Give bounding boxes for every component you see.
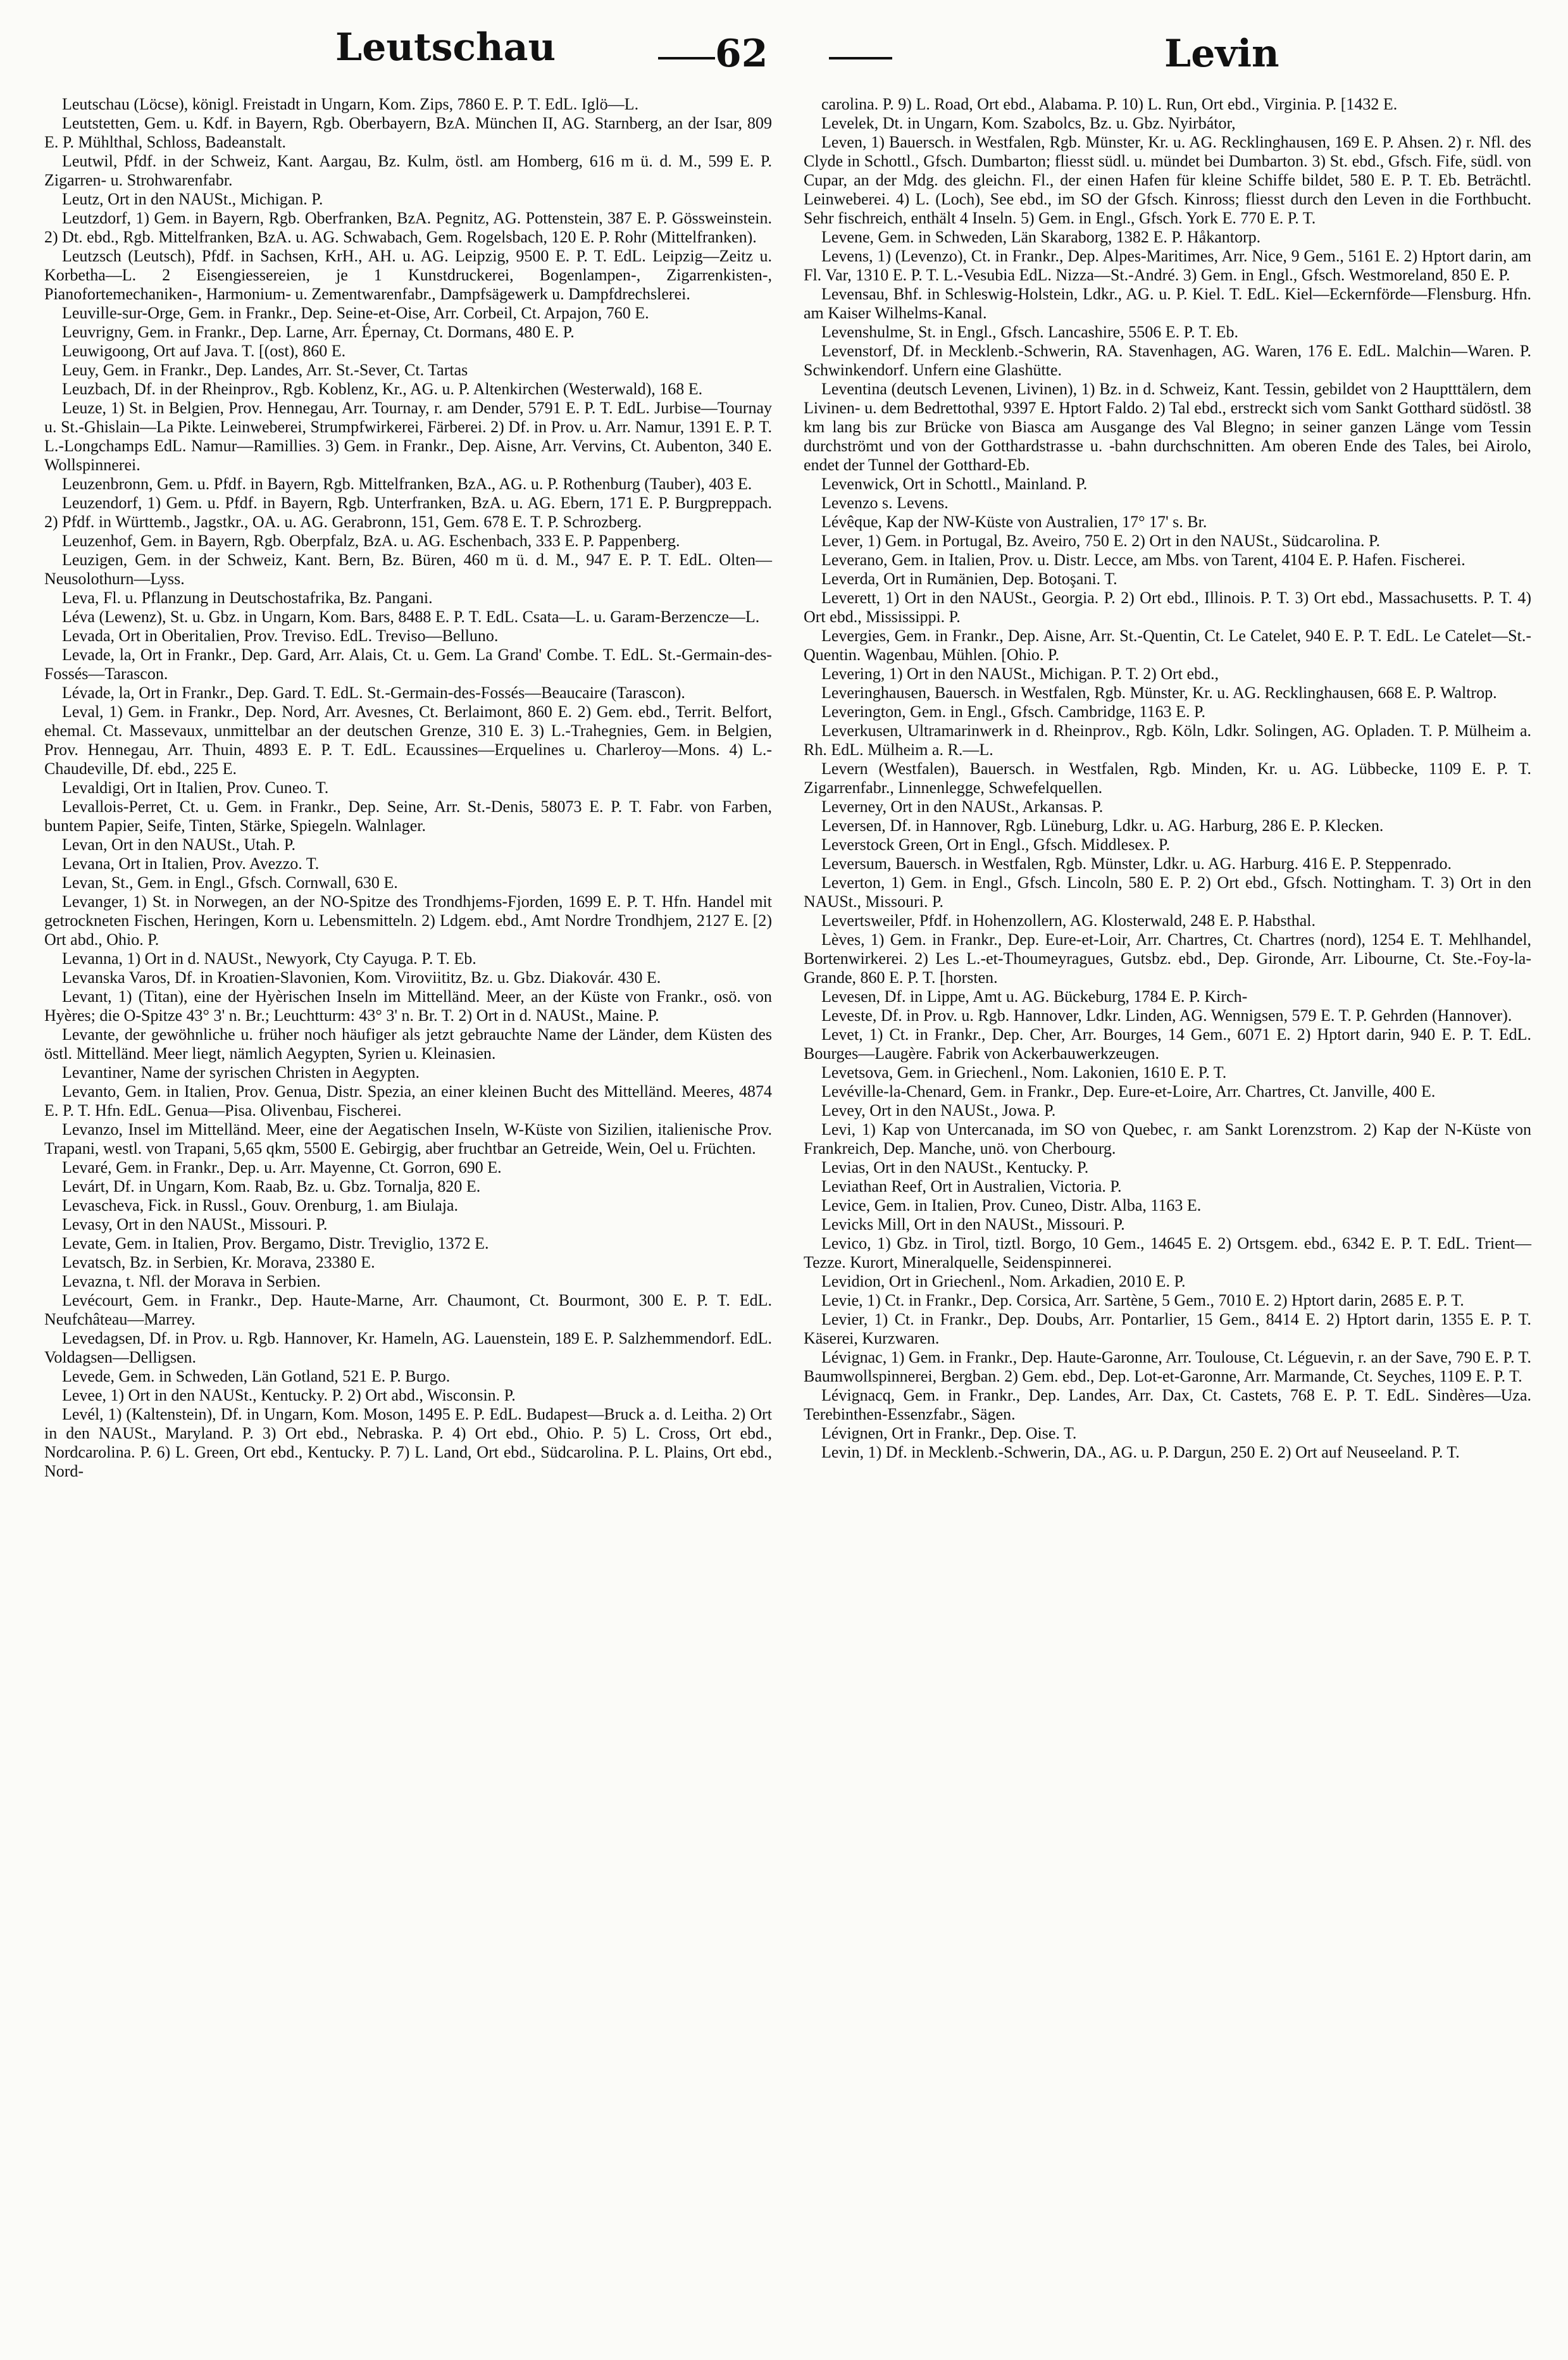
dictionary-entry: Leutz, Ort in den NAUSt., Michigan. P. [62,190,323,208]
dictionary-entry: Levin, 1) Df. in Mecklenb.-Schwerin, DA., AG. u. P. Dargun, 250 E. 2) Ort auf Neuseeland. P. T. [821,1443,1460,1461]
dictionary-entry: Lévade, la, Ort in Frankr., Dep. Gard. T. EdL. St.-Germain-des-Fossés—Beaucaire (Tarascon). [62,684,685,702]
dictionary-entry: Levanzo, Insel im Mittelländ. Meer, eine der Aegatischen Inseln, W-Küste von Sizilien, italienische Prov. Trapani, westl. von Trapani, 5,65 qkm, 5500 E. Gebirgig, aber fruchtbar an Getreide, Wein, Oel u. Früchten. [44,1120,772,1158]
dictionary-entry: Levazna, t. Nfl. der Morava in Serbien. [62,1272,321,1290]
dictionary-entry: Levensau, Bhf. in Schleswig-Holstein, Ldkr., AG. u. P. Kiel. T. EdL. Kiel—Eckernförde—Flensburg. Hfn. am Kaiser Wilhelms-Kanal. [804,285,1531,322]
dictionary-entry: Leversen, Df. in Hannover, Rgb. Lüneburg, Ldkr. u. AG. Harburg, 286 E. P. Klecken. [821,816,1384,835]
dictionary-entry: Levias, Ort in den NAUSt., Kentucky. P. [821,1158,1089,1177]
dictionary-entry: Leverstock Green, Ort in Engl., Gfsch. Middlesex. P. [821,835,1170,854]
dictionary-entry: Levada, Ort in Oberitalien, Prov. Treviso. EdL. Treviso—Belluno. [62,627,499,645]
dictionary-entry: Leventina (deutsch Levenen, Livinen), 1) Bz. in d. Schweiz, Kant. Tessin, gebildet von 2 Hauptttälern, dem Livinen- u. dem Bedrettothal, 9397 E. Hptort Faldo. 2) Tal ebd., erstreckt sich vom Sankt Gotthard südöstl. 38 km lang bis zur Brücke von Biasca am Ausgange des Val Blegno; in seiner ganzen Länge vom Tessin durchströmt und von der Gotthardstrasse u. -bahn durchschnitten. Am oberen Ende des Tales, bei Airolo, endet der Tunnel der Gotthard-Eb. [804,380,1531,474]
dictionary-entry: Leuzenhof, Gem. in Bayern, Rgb. Oberpfalz, BzA. u. AG. Eschenbach, 333 E. P. Pappenberg. [62,532,680,550]
dictionary-entry: Leuvrigny, Gem. in Frankr., Dep. Larne, Arr. Épernay, Ct. Dormans, 480 E. P. [62,323,575,341]
dictionary-entry: Lévignac, 1) Gem. in Frankr., Dep. Haute-Garonne, Arr. Toulouse, Ct. Léguevin, r. an der Save, 790 E. P. T. Baumwollspinnerei, Bergban. 2) Gem. ebd., Dep. Lot-et-Garonne, Arr. Marmande, Ct. Seyches, 1109 E. P. T. [804,1348,1531,1385]
dictionary-entry: Levesen, Df. in Lippe, Amt u. AG. Bückeburg, 1784 E. P. Kirch- [821,987,1248,1006]
dictionary-entry: Leven, 1) Bauersch. in Westfalen, Rgb. Münster, Kr. u. AG. Recklinghausen, 169 E. P. Ahsen. 2) r. Nfl. des Clyde in Schottl., Gfsch. Dumbarton; fliesst südl. u. mündet bei Dumbarton. 3) St. ebd., Gfsch. Fife, südl. von Cupar, an der Mdg. des gleichn. Fl., der einen Hafen für kleine Schiffe bildet, 580 E. P. T. Eb. Beträchtl. Leinweberei. 4) L. (Loch), See ebd., im SO der Gfsch. Kinross; fliesst durch den Leven in die Forthbucht. Sehr fischreich, enthält 4 Inseln. 5) Gem. in Engl., Gfsch. York E. 770 E. P. T. [804,133,1531,227]
dictionary-entry: Leuzigen, Gem. in der Schweiz, Kant. Bern, Bz. Büren, 460 m ü. d. M., 947 E. P. T. EdL. Olten—Neusolothurn—Lyss. [44,551,772,588]
dictionary-entry: Levier, 1) Ct. in Frankr., Dep. Doubs, Arr. Pontarlier, 15 Gem., 8414 E. 2) Hptort darin, 1355 E. P. T. Käserei, Kurzwaren. [804,1310,1531,1347]
dictionary-entry: Leverton, 1) Gem. in Engl., Gfsch. Lincoln, 580 E. P. 2) Ort ebd., Gfsch. Nottingham. T. 3) Ort in den NAUSt., Missouri. P. [804,873,1531,911]
dictionary-entry: Leutstetten, Gem. u. Kdf. in Bayern, Rgb. Oberbayern, BzA. München II, AG. Starnberg, an der Isar, 809 E. P. Mühlthal, Schloss, Badeanstalt. [44,114,772,151]
header-last-entry: Levin [1164,32,1279,76]
dictionary-entry: Leveringhausen, Bauersch. in Westfalen, Rgb. Münster, Kr. u. AG. Recklinghausen, 668 E. P. Waltrop. [821,684,1497,702]
dictionary-entry: Levárt, Df. in Ungarn, Kom. Raab, Bz. u. Gbz. Tornalja, 820 E. [62,1177,481,1196]
dictionary-entry: Leval, 1) Gem. in Frankr., Dep. Nord, Arr. Avesnes, Ct. Berlaimont, 860 E. 2) Gem. ebd., Territ. Belfort, ehemal. Ct. Massevaux, unmittelbar an der deutschen Grenze, 310 E. 3) L.-Trahegnies, Gem. in Belgien, Prov. Hennegau, Arr. Thuin, 4893 E. P. T. EdL. Ecaussines—Erquelines u. Charleroy—Mons. 4) L.-Chaudeville, Df. ebd., 225 E. [44,702,772,778]
dictionary-entry: Levern (Westfalen), Bauersch. in Westfalen, Rgb. Minden, Kr. u. AG. Lübbecke, 1109 E. P. T. Zigarrenfabr., Linnenlegge, Schwefelquellen. [804,759,1531,797]
dictionary-entry: Léva (Lewenz), St. u. Gbz. in Ungarn, Kom. Bars, 8488 E. P. T. EdL. Csata—L. u. Garam-Berzencze—L. [62,608,760,626]
dictionary-entry: Levante, der gewöhnliche u. früher noch häufiger als jetzt gebrauchte Name der Länder, dem Küsten des östl. Mittelländ. Meer liegt, nämlich Aegypten, Syrien u. Kleinasien. [44,1025,772,1063]
dictionary-entry: Levice, Gem. in Italien, Prov. Cuneo, Distr. Alba, 1163 E. [821,1196,1202,1214]
dictionary-entry: Leverkusen, Ultramarinwerk in d. Rheinprov., Rgb. Köln, Ldkr. Solingen, AG. Opladen. T. P. Mülheim a. Rh. EdL. Mülheim a. R.—L. [804,721,1531,759]
header-first-entry: Leutschau [335,25,556,70]
dictionary-entry: Levan, Ort in den NAUSt., Utah. P. [62,835,296,854]
dictionary-entry: Leva, Fl. u. Pflanzung in Deutschostafrika, Bz. Pangani. [62,589,433,607]
dictionary-entry: Leuwigoong, Ort auf Java. T. [(ost), 860 E. [62,342,346,360]
dictionary-entry: Levi, 1) Kap von Untercanada, im SO von Quebec, r. am Sankt Lorenzstrom. 2) Kap der N-Küste von Frankreich, Dep. Manche, unö. von Cherbourg. [804,1120,1531,1158]
dictionary-entry: Leuville-sur-Orge, Gem. in Frankr., Dep. Seine-et-Oise, Arr. Corbeil, Ct. Arpajon, 760 E. [62,304,649,322]
dictionary-entry: Levanto, Gem. in Italien, Prov. Genua, Distr. Spezia, an einer kleinen Bucht des Mittelländ. Meeres, 4874 E. P. T. Hfn. EdL. Genua—Pisa. Olivenbau, Fischerei. [44,1082,772,1120]
dictionary-entry: Levade, la, Ort in Frankr., Dep. Gard, Arr. Alais, Ct. u. Gem. La Grand' Combe. T. EdL. St.-Germain-des-Fossés—Tarascon. [44,646,772,683]
dictionary-entry: Levallois-Perret, Ct. u. Gem. in Frankr., Dep. Seine, Arr. St.-Denis, 58073 E. P. T. Fabr. von Farben, buntem Papier, Seife, Tinten, Stärke, Spiegeln. Walnlager. [44,797,772,835]
dictionary-entry: Levertsweiler, Pfdf. in Hohenzollern, AG. Klosterwald, 248 E. P. Habsthal. [821,911,1316,930]
dictionary-entry: Levate, Gem. in Italien, Prov. Bergamo, Distr. Treviglio, 1372 E. [62,1234,489,1252]
right-column [804,95,1531,1462]
dictionary-entry: Levidion, Ort in Griechenl., Nom. Arkadien, 2010 E. P. [821,1272,1186,1290]
dictionary-entry: Leuzbach, Df. in der Rheinprov., Rgb. Koblenz, Kr., AG. u. P. Altenkirchen (Westerwald), 168 E. [62,380,703,398]
dictionary-entry: Levan, St., Gem. in Engl., Gfsch. Cornwall, 630 E. [62,873,398,892]
dictionary-entry: Levet, 1) Ct. in Frankr., Dep. Cher, Arr. Bourges, 14 Gem., 6071 E. 2) Hptort darin, 940 E. P. T. EdL. Bourges—Laugère. Fabrik von Ackerbauwerkzeugen. [804,1025,1531,1063]
dictionary-entry: Levantiner, Name der syrischen Christen in Aegypten. [62,1063,420,1082]
header-rule-left [658,57,715,59]
dictionary-entry: Levéville-la-Chenard, Gem. in Frankr., Dep. Eure-et-Loire, Arr. Chartres, Ct. Janville, 400 E. [821,1082,1436,1101]
dictionary-entry: Levasy, Ort in den NAUSt., Missouri. P. [62,1215,328,1233]
dictionary-entry: Levelek, Dt. in Ungarn, Kom. Szabolcs, Bz. u. Gbz. Nyirbátor, [821,114,1236,132]
dictionary-entry: Levenstorf, Df. in Mecklenb.-Schwerin, RA. Stavenhagen, AG. Waren, 176 E. EdL. Malchin—Waren. P. Schwinkendorf. Unfern eine Glashütte. [804,342,1531,379]
dictionary-entry: Levenzo s. Levens. [821,494,949,512]
dictionary-entry: Leutwil, Pfdf. in der Schweiz, Kant. Aargau, Bz. Kulm, östl. am Homberg, 616 m ü. d. M., 599 E. P. Zigarren- u. Strohwarenfabr. [44,152,772,189]
dictionary-entry: Lever, 1) Gem. in Portugal, Bz. Aveiro, 750 E. 2) Ort in den NAUSt., Südcarolina. P. [821,532,1381,550]
dictionary-entry: Leverano, Gem. in Italien, Prov. u. Distr. Lecce, am Mbs. von Tarent, 4104 E. P. Hafen. Fischerei. [821,551,1465,569]
dictionary-entry: Levant, 1) (Titan), eine der Hyèrischen Inseln im Mittelländ. Meer, an der Küste von Frankr., osö. von Hyères; die O-Spitze 43° 3' n. Br.; Leuchtturm: 43° 3' n. Br. T. 2) Ort in d. NAUSt., Maine. P. [44,987,772,1025]
page-header [57,25,1511,95]
dictionary-entry: Levico, 1) Gbz. in Tirol, tiztl. Borgo, 10 Gem., 14645 E. 2) Ortsgem. ebd., 6342 E. P. T. EdL. Trient—Tezze. Kurort, Mineralquelle, Seidenspinnerei. [804,1234,1531,1271]
dictionary-entry: Lévignacq, Gem. in Frankr., Dep. Landes, Arr. Dax, Ct. Castets, 768 E. P. T. EdL. Sindères—Uza. Terebinthen-Essenzfabr., Sägen. [804,1386,1531,1423]
dictionary-entry: Levens, 1) (Levenzo), Ct. in Frankr., Dep. Alpes-Maritimes, Arr. Nice, 9 Gem., 5161 E. 2) Hptort darin, am Fl. Var, 1310 E. P. T. L.-Vesubia EdL. Nizza—St.-André. 3) Gem. in Engl., Gfsch. Westmoreland, 850 E. P. [804,247,1531,284]
dictionary-entry: Levenwick, Ort in Schottl., Mainland. P. [821,475,1088,493]
dictionary-entry: Levicks Mill, Ort in den NAUSt., Missouri. P. [821,1215,1125,1233]
dictionary-entry: Leversum, Bauersch. in Westfalen, Rgb. Münster, Ldkr. u. AG. Harburg. 416 E. P. Steppenrado. [821,854,1452,873]
page-number: 62 [715,32,768,76]
dictionary-entry: Levede, Gem. in Schweden, Län Gotland, 521 E. P. Burgo. [62,1367,451,1385]
dictionary-entry: Levél, 1) (Kaltenstein), Df. in Ungarn, Kom. Moson, 1495 E. P. EdL. Budapest—Bruck a. d. Leitha. 2) Ort in den NAUSt., Maryland. P. 3) Ort ebd., Nebraska. P. 4) Ort ebd., Ohio. P. 5) L. Cross, Ort ebd., Nordcarolina. P. 6) L. Green, Ort ebd., Kentucky. P. 7) L. Land, Ort ebd., Südcarolina. P. L. Plains, Ort ebd., Nord- [44,1405,772,1480]
dictionary-entry: carolina. P. 9) L. Road, Ort ebd., Alabama. P. 10) L. Run, Ort ebd., Virginia. P. [1432 E. [821,95,1398,113]
dictionary-entry: Levatsch, Bz. in Serbien, Kr. Morava, 23380 E. [62,1253,375,1271]
dictionary-entry: Leuy, Gem. in Frankr., Dep. Landes, Arr. St.-Sever, Ct. Tartas [62,361,468,379]
dictionary-entry: Leutschau (Löcse), königl. Freistadt in Ungarn, Kom. Zips, 7860 E. P. T. EdL. Iglö—L. [62,95,639,113]
dictionary-entry: Levana, Ort in Italien, Prov. Avezzo. T. [62,854,320,873]
dictionary-entry: Leuzenbronn, Gem. u. Pfdf. in Bayern, Rgb. Mittelfranken, BzA., AG. u. P. Rothenburg (Tauber), 403 E. [62,475,752,493]
dictionary-entry: Levaré, Gem. in Frankr., Dep. u. Arr. Mayenne, Ct. Gorron, 690 E. [62,1158,502,1177]
dictionary-entry: Leutzsch (Leutsch), Pfdf. in Sachsen, KrH., AH. u. AG. Leipzig, 9500 E. P. T. EdL. Leipzig—Zeitz u. Korbetha—L. 2 Eisengiessereien, je 1 Kunstdruckerei, Bogenlampen-, Zigarrenkisten-, Pianofortemechaniken-, Harmonium- u. Zementwarenfabr., Dampfsägewerk u. Dampfdrechslerei. [44,247,772,303]
dictionary-entry: Leutzdorf, 1) Gem. in Bayern, Rgb. Oberfranken, BzA. Pegnitz, AG. Pottenstein, 387 E. P. Gössweinstein. 2) Dt. ebd., Rgb. Mittelfranken, BzA. u. AG. Schwabach, Gem. Rogelsbach, 120 E. P. Rohr (Mittelfranken). [44,209,772,246]
dictionary-entry: Leverda, Ort in Rumänien, Dep. Botoşani. T. [821,570,1117,588]
dictionary-entry: Levenshulme, St. in Engl., Gfsch. Lancashire, 5506 E. P. T. Eb. [821,323,1239,341]
dictionary-entry: Leviathan Reef, Ort in Australien, Victoria. P. [821,1177,1122,1196]
dictionary-entry: Levene, Gem. in Schweden, Län Skaraborg, 1382 E. P. Håkantorp. [821,228,1261,246]
dictionary-entry: Leverington, Gem. in Engl., Gfsch. Cambridge, 1163 E. P. [821,702,1206,721]
dictionary-entry: Levanger, 1) St. in Norwegen, an der NO-Spitze des Trondhjems-Fjorden, 1699 E. P. T. Hfn. Handel mit getrockneten Fischen, Heringen, Korn u. Lebensmitteln. 2) Ldgem. ebd., Amt Nordre Trondhjem, 2127 E. [2) Ort abd., Ohio. P. [44,892,772,949]
dictionary-entry: Levetsova, Gem. in Griechenl., Nom. Lakonien, 1610 E. P. T. [821,1063,1227,1082]
dictionary-entry: Levering, 1) Ort in den NAUSt., Michigan. P. T. 2) Ort ebd., [821,665,1219,683]
dictionary-entry: Levedagsen, Df. in Prov. u. Rgb. Hannover, Kr. Hameln, AG. Lauenstein, 189 E. P. Salzhemmendorf. EdL. Voldagsen—Delligsen. [44,1329,772,1366]
dictionary-entry: Lèves, 1) Gem. in Frankr., Dep. Eure-et-Loir, Arr. Chartres, Ct. Chartres (nord), 1254 E. T. Mehlhandel, Bortenwirkerei. 2) Les L.-et-Thoumeyragues, Gutsbz. ebd., Dep. Gironde, Arr. Libourne, Ct. Ste.-Foy-la-Grande, 860 E. P. T. [horsten. [804,930,1531,987]
dictionary-entry: Levaldigi, Ort in Italien, Prov. Cuneo. T. [62,778,329,797]
dictionary-entry: Levécourt, Gem. in Frankr., Dep. Haute-Marne, Arr. Chaumont, Ct. Bourmont, 300 E. P. T. EdL. Neufchâteau—Marrey. [44,1291,772,1328]
header-rule-right [829,57,892,59]
dictionary-entry: Levanna, 1) Ort in d. NAUSt., Newyork, Cty Cayuga. P. T. Eb. [62,949,476,968]
dictionary-entry: Levergies, Gem. in Frankr., Dep. Aisne, Arr. St.-Quentin, Ct. Le Catelet, 940 E. P. T. EdL. Le Catelet—St.-Quentin. Wagenbau, Mühlen. [Ohio. P. [804,627,1531,664]
dictionary-entry: Levascheva, Fick. in Russl., Gouv. Orenburg, 1. am Biulaja. [62,1196,459,1214]
dictionary-entry: Lévêque, Kap der NW-Küste von Australien, 17° 17' s. Br. [821,513,1207,531]
dictionary-entry: Lévignen, Ort in Frankr., Dep. Oise. T. [821,1424,1077,1442]
dictionary-entry: Leuze, 1) St. in Belgien, Prov. Hennegau, Arr. Tournay, r. am Dender, 5791 E. P. T. EdL. Jurbise—Tournay u. St.-Ghislain—La Pikte. Leinweberei, Strumpfwirkerei, Färberei. 2) Df. in Prov. u. Arr. Namur, 1391 E. P. T. L.-Longchamps EdL. Namur—Ramillies. 3) Gem. in Frankr., Dep. Aisne, Arr. Vervins, Ct. Aubenton, 340 E. Wollspinnerei. [44,399,772,474]
dictionary-entry: Leverney, Ort in den NAUSt., Arkansas. P. [821,797,1104,816]
dictionary-entry: Levie, 1) Ct. in Frankr., Dep. Corsica, Arr. Sartène, 5 Gem., 7010 E. 2) Hptort darin, 2685 E. P. T. [821,1291,1464,1309]
dictionary-entry: Levee, 1) Ort in den NAUSt., Kentucky. P. 2) Ort abd., Wisconsin. P. [62,1386,516,1404]
dictionary-entry: Leveste, Df. in Prov. u. Rgb. Hannover, Ldkr. Linden, AG. Wennigsen, 579 E. T. P. Gehrden (Hannover). [821,1006,1512,1025]
dictionary-entry: Leverett, 1) Ort in den NAUSt., Georgia. P. 2) Ort ebd., Illinois. P. T. 3) Ort ebd., Massachusetts. P. T. 4) Ort ebd., Mississippi. P. [804,589,1531,626]
left-column [44,95,772,1481]
dictionary-entry: Leuzendorf, 1) Gem. u. Pfdf. in Bayern, Rgb. Unterfranken, BzA. u. AG. Ebern, 171 E. P. Burgpreppach. 2) Pfdf. in Württemb., Jagstkr., OA. u. AG. Gerabronn, 151, Gem. 678 E. T. P. Schrozberg. [44,494,772,531]
dictionary-entry: Levey, Ort in den NAUSt., Jowa. P. [821,1101,1056,1120]
dictionary-entry: Levanska Varos, Df. in Kroatien-Slavonien, Kom. Viroviititz, Bz. u. Gbz. Diakovár. 430 E. [62,968,661,987]
